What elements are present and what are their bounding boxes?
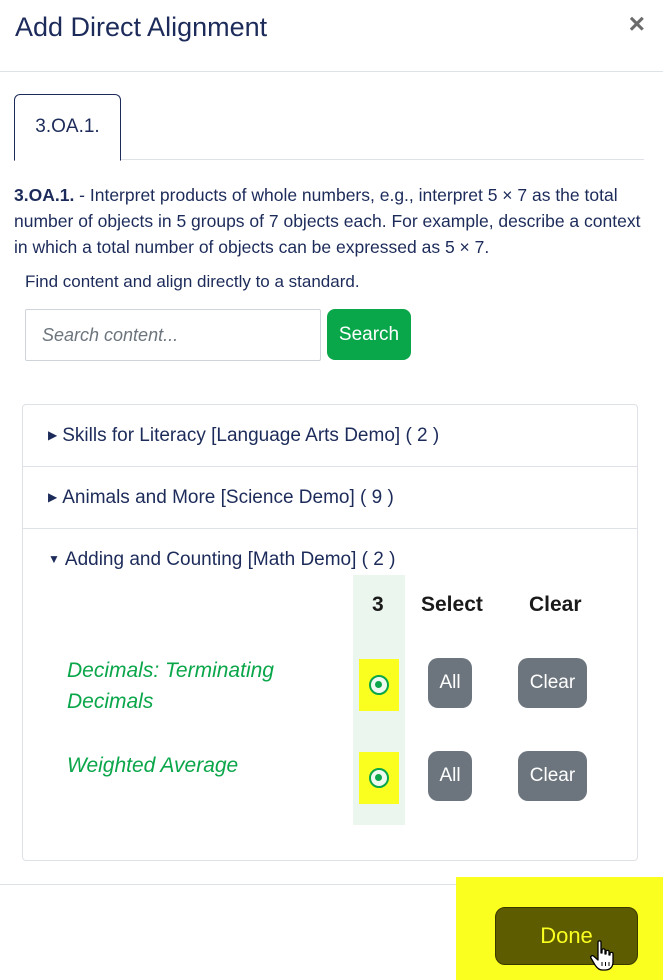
standard-code: 3.OA.1.: [14, 185, 75, 205]
search-input[interactable]: [25, 309, 321, 361]
caret-down-icon: ▼: [48, 552, 60, 566]
tab-3-oa-1[interactable]: 3.OA.1.: [14, 94, 121, 161]
grade-3-radio[interactable]: [369, 768, 389, 788]
hand-cursor-icon: [590, 940, 616, 972]
select-all-button[interactable]: All: [428, 751, 472, 801]
modal-title: Add Direct Alignment: [15, 12, 268, 42]
content-item-title[interactable]: [67, 750, 238, 781]
select-header: Select: [421, 593, 483, 616]
accordion-item-adding-and-counting[interactable]: [48, 549, 395, 571]
clear-header: Clear: [529, 593, 582, 616]
tab-bar: [14, 94, 644, 160]
content-item-title-line: Decimals: [67, 690, 154, 713]
accordion-item-label: Animals and More [Science Demo] ( 9 ): [62, 487, 394, 508]
content-item-title[interactable]: [67, 655, 274, 717]
content-item-title-line: Decimals: Terminating: [67, 659, 274, 682]
accordion-item-skills-for-literacy[interactable]: [23, 405, 637, 467]
content-item-title-line: Weighted Average: [67, 754, 239, 777]
accordion-item-animals-and-more[interactable]: [23, 467, 637, 529]
done-button[interactable]: Done: [495, 907, 638, 965]
select-all-button[interactable]: All: [428, 658, 472, 708]
grade-header: 3: [372, 593, 384, 616]
close-icon[interactable]: ×: [628, 8, 645, 39]
caret-right-icon: ▶: [48, 490, 58, 504]
modal-header: [0, 0, 663, 72]
standard-description: [14, 182, 649, 260]
accordion-item-label: Adding and Counting [Math Demo] ( 2 ): [64, 549, 396, 570]
standard-text: - Interpret products of whole numbers, e.g., interpret 5 × 7 as the total number of objects in 5 groups of 7 objects each. For example, describe a context in which a total number of objects can be expressed as 5 × 7.: [14, 185, 641, 257]
search-button[interactable]: Search: [327, 309, 411, 360]
accordion-item-label: Skills for Literacy [Language Arts Demo] ( 2 ): [62, 425, 440, 446]
clear-button[interactable]: Clear: [518, 658, 587, 708]
caret-right-icon: ▶: [48, 428, 58, 442]
clear-button[interactable]: Clear: [518, 751, 587, 801]
radio-highlight: [359, 659, 399, 711]
content-accordion: [22, 404, 638, 861]
radio-highlight: [359, 752, 399, 804]
grade-3-radio[interactable]: [369, 675, 389, 695]
search-instruction: Find content and align directly to a standard.: [25, 272, 360, 291]
